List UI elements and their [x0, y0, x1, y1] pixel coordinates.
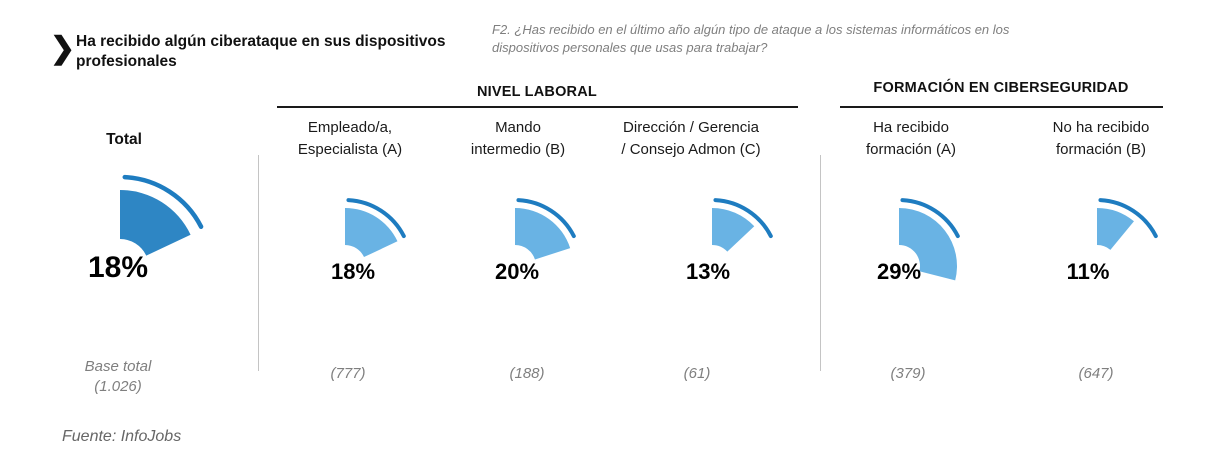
page-title: Ha recibido algún ciberataque en sus dispositivos profesionales — [76, 33, 446, 70]
column-header-no-ha-recibido — [981, 117, 1208, 161]
column-header-line2: / Consejo Admon (C) — [621, 141, 761, 158]
pct-label-mando: 20% — [494, 259, 540, 284]
base-ha-recibido: (379) — [890, 365, 926, 382]
column-header-line2: formación (B) — [1055, 141, 1147, 158]
column-header-line1: Dirección / Gerencia — [623, 119, 759, 136]
formacion-rule — [840, 106, 1163, 108]
base-mando: (188) — [509, 365, 545, 382]
divider-total-nivel — [258, 155, 259, 371]
pct-label-total: 18% — [87, 251, 149, 284]
column-header-line1: Empleado/a, — [307, 119, 393, 136]
base-direccion: (61) — [683, 365, 711, 382]
question-footnote: F2. ¿Has recibido en el último año algún tipo de ataque a los sistemas informáticos en los dispositivos personales que usas para trabajar? — [492, 22, 1010, 55]
group-header-formacion: FORMACIÓN EN CIBERSEGURIDAD — [873, 80, 1129, 96]
base-total-line2: (1.026) — [94, 378, 142, 395]
pct-label-ha-recibido: 29% — [876, 259, 922, 284]
column-header-direccion — [571, 117, 811, 161]
base-total — [48, 357, 188, 397]
nivel-laboral-rule — [277, 106, 798, 108]
pct-label-no-ha-recibido: 11% — [1066, 259, 1110, 284]
pct-label-empleado: 18% — [330, 259, 376, 284]
divider-nivel-formacion — [820, 155, 821, 371]
column-header-line1: Ha recibido — [873, 119, 949, 136]
column-header-line2: Especialista (A) — [297, 141, 403, 158]
group-header-nivel-laboral: NIVEL LABORAL — [477, 84, 597, 100]
column-header-line1: No ha recibido — [1052, 119, 1150, 136]
column-header-line2: intermedio (B) — [470, 141, 566, 158]
column-header-line1: Mando — [495, 119, 541, 136]
pct-label-direccion: 13% — [685, 259, 731, 284]
base-total-line1: Base total — [84, 358, 152, 375]
base-empleado: (777) — [330, 365, 366, 382]
chevron-icon: ❯ — [50, 32, 76, 65]
base-no-ha-recibido: (647) — [1078, 365, 1114, 382]
column-header-line2: formación (A) — [865, 141, 957, 158]
column-header-total: Total — [106, 131, 142, 148]
source-note: Fuente: InfoJobs — [62, 428, 182, 445]
